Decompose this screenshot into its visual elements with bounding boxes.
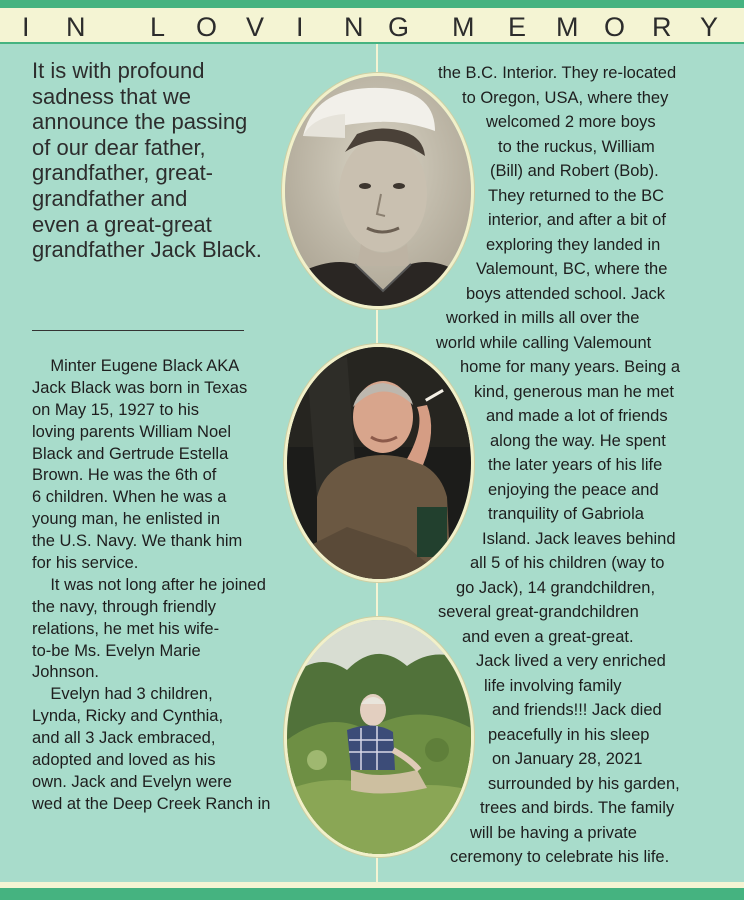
right-text-line: kind, generous man he met	[474, 382, 674, 401]
left-text-line: 6 children. When he was a	[32, 488, 227, 507]
header-letter: N	[344, 12, 364, 42]
garden-photo	[284, 617, 474, 857]
right-text-line: tranquility of Gabriola	[488, 505, 644, 523]
right-text-line: world while calling Valemount	[436, 333, 652, 352]
column-divider-mid1	[376, 305, 378, 345]
right-text-line: Valemount, BC, where the	[476, 260, 668, 278]
left-text-line: Black and Gertrude Estella	[32, 444, 229, 463]
header-letter: O	[604, 12, 626, 42]
intro-line: of our dear father,	[32, 134, 206, 160]
left-text-line: It was not long after he joined	[32, 575, 266, 594]
right-text-line: interior, and after a bit of	[488, 211, 666, 229]
right-text-line: peacefully in his sleep	[488, 725, 650, 744]
column-divider-top	[376, 44, 378, 74]
right-text-line: home for many years. Being a	[460, 358, 681, 376]
right-text-line: surrounded by his garden,	[488, 774, 680, 793]
right-text-line: life involving family	[484, 676, 622, 695]
left-text-line: loving parents William Noel	[32, 422, 231, 441]
header-letter: I	[296, 12, 304, 42]
sailor-portrait-photo	[282, 73, 474, 309]
seated-man-photo	[284, 344, 474, 582]
column-divider-mid2	[376, 577, 378, 617]
deceased-name: Jack Black	[150, 237, 256, 263]
right-text-line: Island. Jack leaves behind	[482, 529, 676, 548]
intro-line: grandfather and	[32, 185, 188, 211]
right-text-line: on January 28, 2021	[492, 750, 643, 768]
left-text-line: for his service.	[32, 554, 139, 573]
bottom-green-band	[0, 888, 744, 900]
intro-line-last	[32, 237, 292, 263]
header-letter: E	[508, 12, 527, 42]
right-text-line: to the ruckus, William	[498, 137, 655, 156]
right-text-line: the later years of his life	[488, 456, 663, 474]
left-text-line: Minter Eugene Black AKA	[32, 357, 240, 375]
right-text-line: They returned to the BC	[488, 186, 665, 205]
top-strip	[0, 0, 744, 8]
left-column-text	[32, 356, 322, 816]
intro-prefix: grandfather	[32, 237, 151, 263]
header-letter: V	[246, 12, 265, 42]
header-letter: R	[652, 12, 672, 42]
right-text-line: welcomed 2 more boys	[486, 113, 656, 131]
right-text-line: along the way. He spent	[490, 431, 666, 450]
intro-line: announce the passing	[32, 109, 248, 135]
header-letter: I	[22, 12, 30, 42]
right-text-line: trees and birds. The family	[480, 799, 675, 817]
right-text-line: will be having a private	[470, 823, 637, 842]
left-text-line: Johnson.	[32, 663, 99, 682]
left-text-line: Brown. He was the 6th of	[32, 466, 217, 485]
header-letter: O	[196, 12, 218, 42]
header-letter: L	[150, 12, 166, 42]
header-title	[18, 8, 730, 46]
section-rule	[32, 330, 244, 331]
right-text-line: several great-grandchildren	[438, 603, 639, 621]
left-text-line: Evelyn had 3 children,	[32, 685, 213, 704]
right-text-line: enjoying the peace and	[488, 480, 659, 499]
left-text-line: Jack Black was born in Texas	[32, 378, 248, 397]
intro-suffix: .	[255, 237, 262, 263]
left-text-line: relations, he met his wife-	[32, 619, 220, 638]
intro-line: grandfather, great-	[32, 160, 214, 186]
right-text-line: all 5 of his children (way to	[470, 554, 665, 572]
intro-line: sadness that we	[32, 83, 191, 109]
left-text-line: the U.S. Navy. We thank him	[32, 532, 243, 551]
intro-line: It is with profound	[32, 58, 205, 83]
left-text-line: young man, he enlisted in	[32, 510, 221, 529]
left-text-line: wed at the Deep Creek Ranch in	[32, 794, 271, 813]
right-text-line: go Jack), 14 grandchildren,	[456, 578, 656, 597]
right-text-line: to Oregon, USA, where they	[462, 88, 669, 107]
right-text-line: and even a great-great.	[462, 627, 634, 646]
left-text-line: own. Jack and Evelyn were	[32, 772, 232, 791]
header-letter: Y	[700, 12, 719, 42]
right-text-line: the B.C. Interior. They re-located	[438, 64, 677, 82]
right-text-line: exploring they landed in	[486, 235, 661, 254]
right-text-line: worked in mills all over the	[446, 309, 640, 327]
left-text-line: on May 15, 1927 to his	[32, 400, 199, 419]
intro-paragraph	[32, 58, 292, 263]
right-text-line: and friends!!! Jack died	[492, 701, 662, 719]
right-text-line: Jack lived a very enriched	[476, 652, 666, 670]
left-text-line: and all 3 Jack embraced,	[32, 729, 216, 748]
right-text-line: boys attended school. Jack	[466, 284, 666, 303]
header-letter: G	[388, 12, 410, 42]
left-text-line: to-be Ms. Evelyn Marie	[32, 641, 201, 660]
right-text-line: (Bill) and Robert (Bob).	[490, 162, 659, 180]
right-text-line: ceremony to celebrate his life.	[450, 848, 670, 866]
intro-line: even a great-great	[32, 211, 212, 237]
header-letter: M	[556, 12, 579, 42]
right-text-line: and made a lot of friends	[486, 407, 668, 425]
left-text-line: adopted and loved as his	[32, 751, 216, 770]
left-text-line: Lynda, Ricky and Cynthia,	[32, 707, 224, 726]
header-letter: M	[452, 12, 475, 42]
left-text-line: the navy, through friendly	[32, 597, 217, 616]
header-letter: N	[66, 12, 86, 42]
